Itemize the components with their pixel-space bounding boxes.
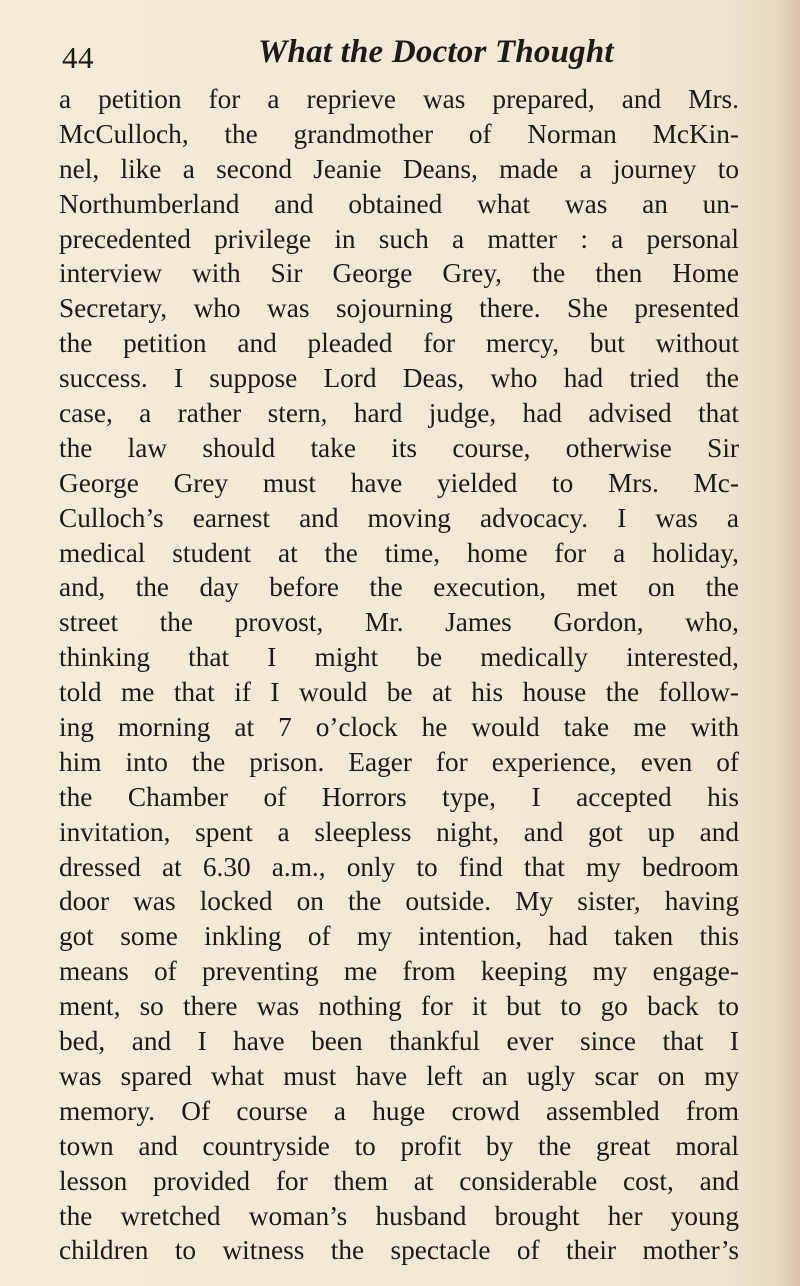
text-line: the law should take its course, otherwise Sir xyxy=(59,432,739,463)
text-line: him into the prison. Eager for experience, even of xyxy=(59,746,739,777)
text-line: dressed at 6.30 a.m., only to find that my bedroom xyxy=(59,851,739,882)
text-line: precedented privilege in such a matter : a personal xyxy=(59,223,739,254)
text-line: the wretched woman’s husband brought her young xyxy=(59,1200,739,1231)
text-line: memory. Of course a huge crowd assembled from xyxy=(59,1095,739,1126)
page-header xyxy=(0,34,800,82)
text-line: medical student at the time, home for a holiday, xyxy=(59,537,739,568)
text-line: invitation, spent a sleepless night, and got up and xyxy=(59,816,739,847)
page-number: 44 xyxy=(62,40,94,75)
text-line: bed, and I have been thankful ever since that I xyxy=(59,1026,739,1057)
text-line: got some inkling of my intention, had taken this xyxy=(59,921,739,952)
text-line: Culloch’s earnest and moving advocacy. I was a xyxy=(59,502,739,533)
text-line: told me that if I would be at his house the follow- xyxy=(59,677,739,708)
text-line: means of preventing me from keeping my engage- xyxy=(59,956,739,987)
text-line: thinking that I might be medically interested, xyxy=(59,642,739,673)
body-text xyxy=(59,82,739,1268)
text-line: ing morning at 7 o’clock he would take me with xyxy=(59,712,739,743)
text-line: interview with Sir George Grey, the then Home xyxy=(59,258,739,289)
text-line: success. I suppose Lord Deas, who had tried the xyxy=(59,363,739,394)
text-line: Secretary, who was sojourning there. She presented xyxy=(59,293,739,324)
text-line: the petition and pleaded for mercy, but without xyxy=(59,328,739,359)
text-line: street the provost, Mr. James Gordon, who, xyxy=(59,607,739,638)
text-line: and, the day before the execution, met on the xyxy=(59,572,739,603)
text-line: nel, like a second Jeanie Deans, made a journey to xyxy=(59,153,739,184)
text-line: Northumberland and obtained what was an un- xyxy=(59,188,739,219)
text-line: ment, so there was nothing for it but to go back to xyxy=(59,991,739,1022)
text-line: McCulloch, the grandmother of Norman McKin- xyxy=(59,118,739,149)
text-line: lesson provided for them at considerable cost, and xyxy=(59,1165,739,1196)
text-line: children to witness the spectacle of their mother’s xyxy=(59,1235,739,1266)
text-line: case, a rather stern, hard judge, had advised that xyxy=(59,398,739,429)
text-line: town and countryside to profit by the great moral xyxy=(59,1130,739,1161)
running-title: What the Doctor Thought xyxy=(258,34,614,70)
text-line: a petition for a reprieve was prepared, and Mrs. xyxy=(59,84,739,114)
text-line: door was locked on the outside. My sister, having xyxy=(59,886,739,917)
page-edge-shadow xyxy=(778,0,800,1286)
text-line: was spared what must have left an ugly scar on my xyxy=(59,1060,739,1091)
text-line: George Grey must have yielded to Mrs. Mc- xyxy=(59,467,739,498)
text-line: the Chamber of Horrors type, I accepted his xyxy=(59,781,739,812)
